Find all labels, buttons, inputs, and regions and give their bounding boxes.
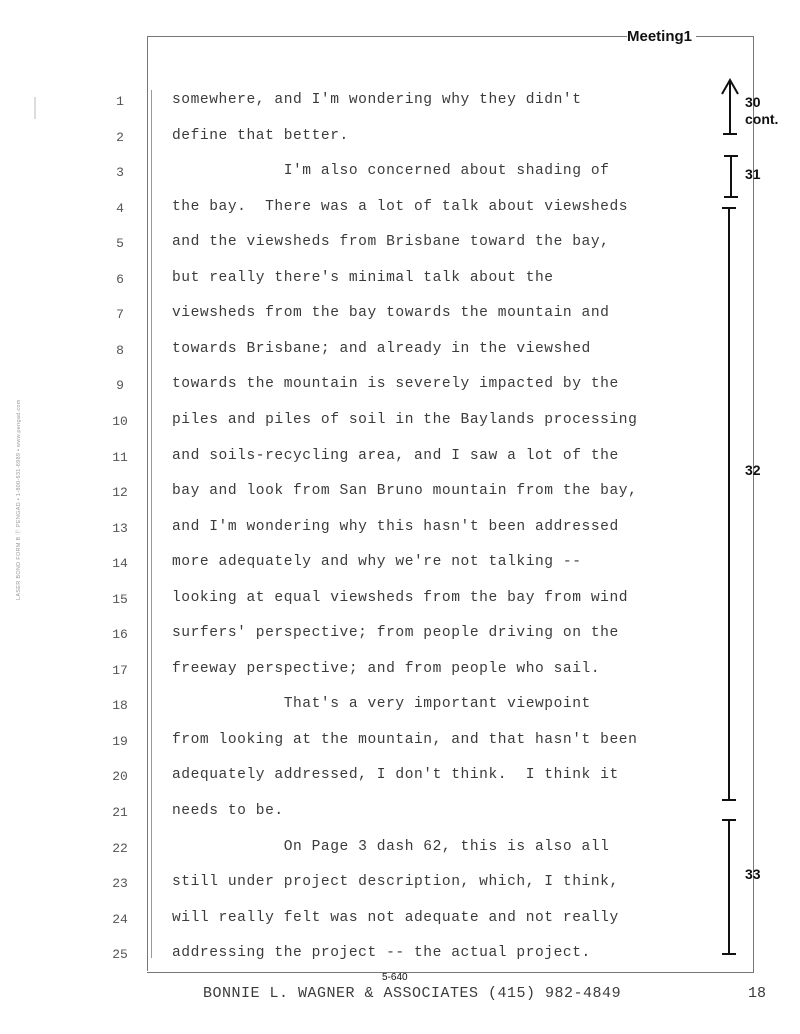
transcript-line: the bay. There was a lot of talk about viewsheds bbox=[172, 199, 629, 215]
bracket-33 bbox=[722, 820, 736, 954]
transcript-line: On Page 3 dash 62, this is also all bbox=[172, 839, 610, 855]
transcript-line: define that better. bbox=[172, 128, 349, 144]
transcript-line: more adequately and why we're not talking -- bbox=[172, 554, 582, 570]
line-number: 22 bbox=[112, 841, 128, 856]
line-number: 4 bbox=[116, 201, 124, 216]
line-number: 25 bbox=[112, 947, 128, 962]
transcript-line: and soils-recycling area, and I saw a lot of the bbox=[172, 448, 619, 464]
bracket-30 bbox=[722, 80, 738, 134]
line-number: 18 bbox=[112, 698, 128, 713]
transcript-line: bay and look from San Bruno mountain from the bay, bbox=[172, 483, 638, 499]
line-number: 21 bbox=[112, 805, 128, 820]
annotation-33-label: 33 bbox=[745, 866, 761, 882]
line-number: 9 bbox=[116, 378, 124, 393]
line-number: 19 bbox=[112, 734, 128, 749]
line-number: 8 bbox=[116, 343, 124, 358]
transcript-line: and I'm wondering why this hasn't been addressed bbox=[172, 519, 619, 535]
transcript-line: needs to be. bbox=[172, 803, 284, 819]
annotation-32-label: 32 bbox=[745, 462, 761, 478]
line-number: 5 bbox=[116, 236, 124, 251]
line-number: 1 bbox=[116, 94, 124, 109]
transcript-line: I'm also concerned about shading of bbox=[172, 163, 610, 179]
transcript-line: piles and piles of soil in the Baylands processing bbox=[172, 412, 638, 428]
annotation-30-number: 30 bbox=[745, 94, 761, 110]
line-number: 14 bbox=[112, 556, 128, 571]
transcript-line: somewhere, and I'm wondering why they didn't bbox=[172, 92, 582, 108]
line-number: 10 bbox=[112, 414, 128, 429]
line-number: 3 bbox=[116, 165, 124, 180]
transcript-line: surfers' perspective; from people driving on the bbox=[172, 625, 619, 641]
line-number: 20 bbox=[112, 769, 128, 784]
transcript-line: looking at equal viewsheds from the bay from wind bbox=[172, 590, 629, 606]
line-number: 12 bbox=[112, 485, 128, 500]
transcript-line: and the viewsheds from Brisbane toward the bay, bbox=[172, 234, 610, 250]
page-number: 18 bbox=[748, 985, 767, 1002]
line-number: 6 bbox=[116, 272, 124, 287]
annotation-30-cont: cont. bbox=[745, 111, 779, 127]
transcript-line: will really felt was not adequate and not really bbox=[172, 910, 619, 926]
meeting-label: Meeting1 bbox=[627, 28, 696, 45]
transcript-line: adequately addressed, I don't think. I think it bbox=[172, 767, 619, 783]
transcript-line: from looking at the mountain, and that hasn't been bbox=[172, 732, 638, 748]
line-number: 23 bbox=[112, 876, 128, 891]
annotation-31-label: 31 bbox=[745, 166, 761, 182]
transcript-line: still under project description, which, I think, bbox=[172, 874, 619, 890]
reporter-footer: BONNIE L. WAGNER & ASSOCIATES (415) 982-4849 bbox=[203, 985, 622, 1002]
document-number: 5-640 bbox=[382, 972, 408, 983]
line-number: 2 bbox=[116, 130, 124, 145]
transcript-line: That's a very important viewpoint bbox=[172, 696, 591, 712]
transcript-line: viewsheds from the bay towards the mountain and bbox=[172, 305, 610, 321]
line-number: 17 bbox=[112, 663, 128, 678]
line-number: 13 bbox=[112, 521, 128, 536]
line-number: 7 bbox=[116, 307, 124, 322]
bracket-32 bbox=[722, 208, 736, 800]
transcript-line: towards Brisbane; and already in the viewshed bbox=[172, 341, 591, 357]
side-print-text: LASER BOND FORM B Ⓟ PENGAD • 1-800-631-6989 • www.pengad.com bbox=[16, 399, 22, 600]
transcript-line: towards the mountain is severely impacted by the bbox=[172, 376, 619, 392]
line-number: 24 bbox=[112, 912, 128, 927]
transcript-line: but really there's minimal talk about the bbox=[172, 270, 554, 286]
bracket-31 bbox=[724, 156, 738, 197]
line-number: 11 bbox=[112, 450, 128, 465]
line-number: 15 bbox=[112, 592, 128, 607]
annotation-30-label bbox=[745, 94, 778, 128]
line-number: 16 bbox=[112, 627, 128, 642]
transcript-line: freeway perspective; and from people who sail. bbox=[172, 661, 601, 677]
transcript-line: addressing the project -- the actual project. bbox=[172, 945, 591, 961]
